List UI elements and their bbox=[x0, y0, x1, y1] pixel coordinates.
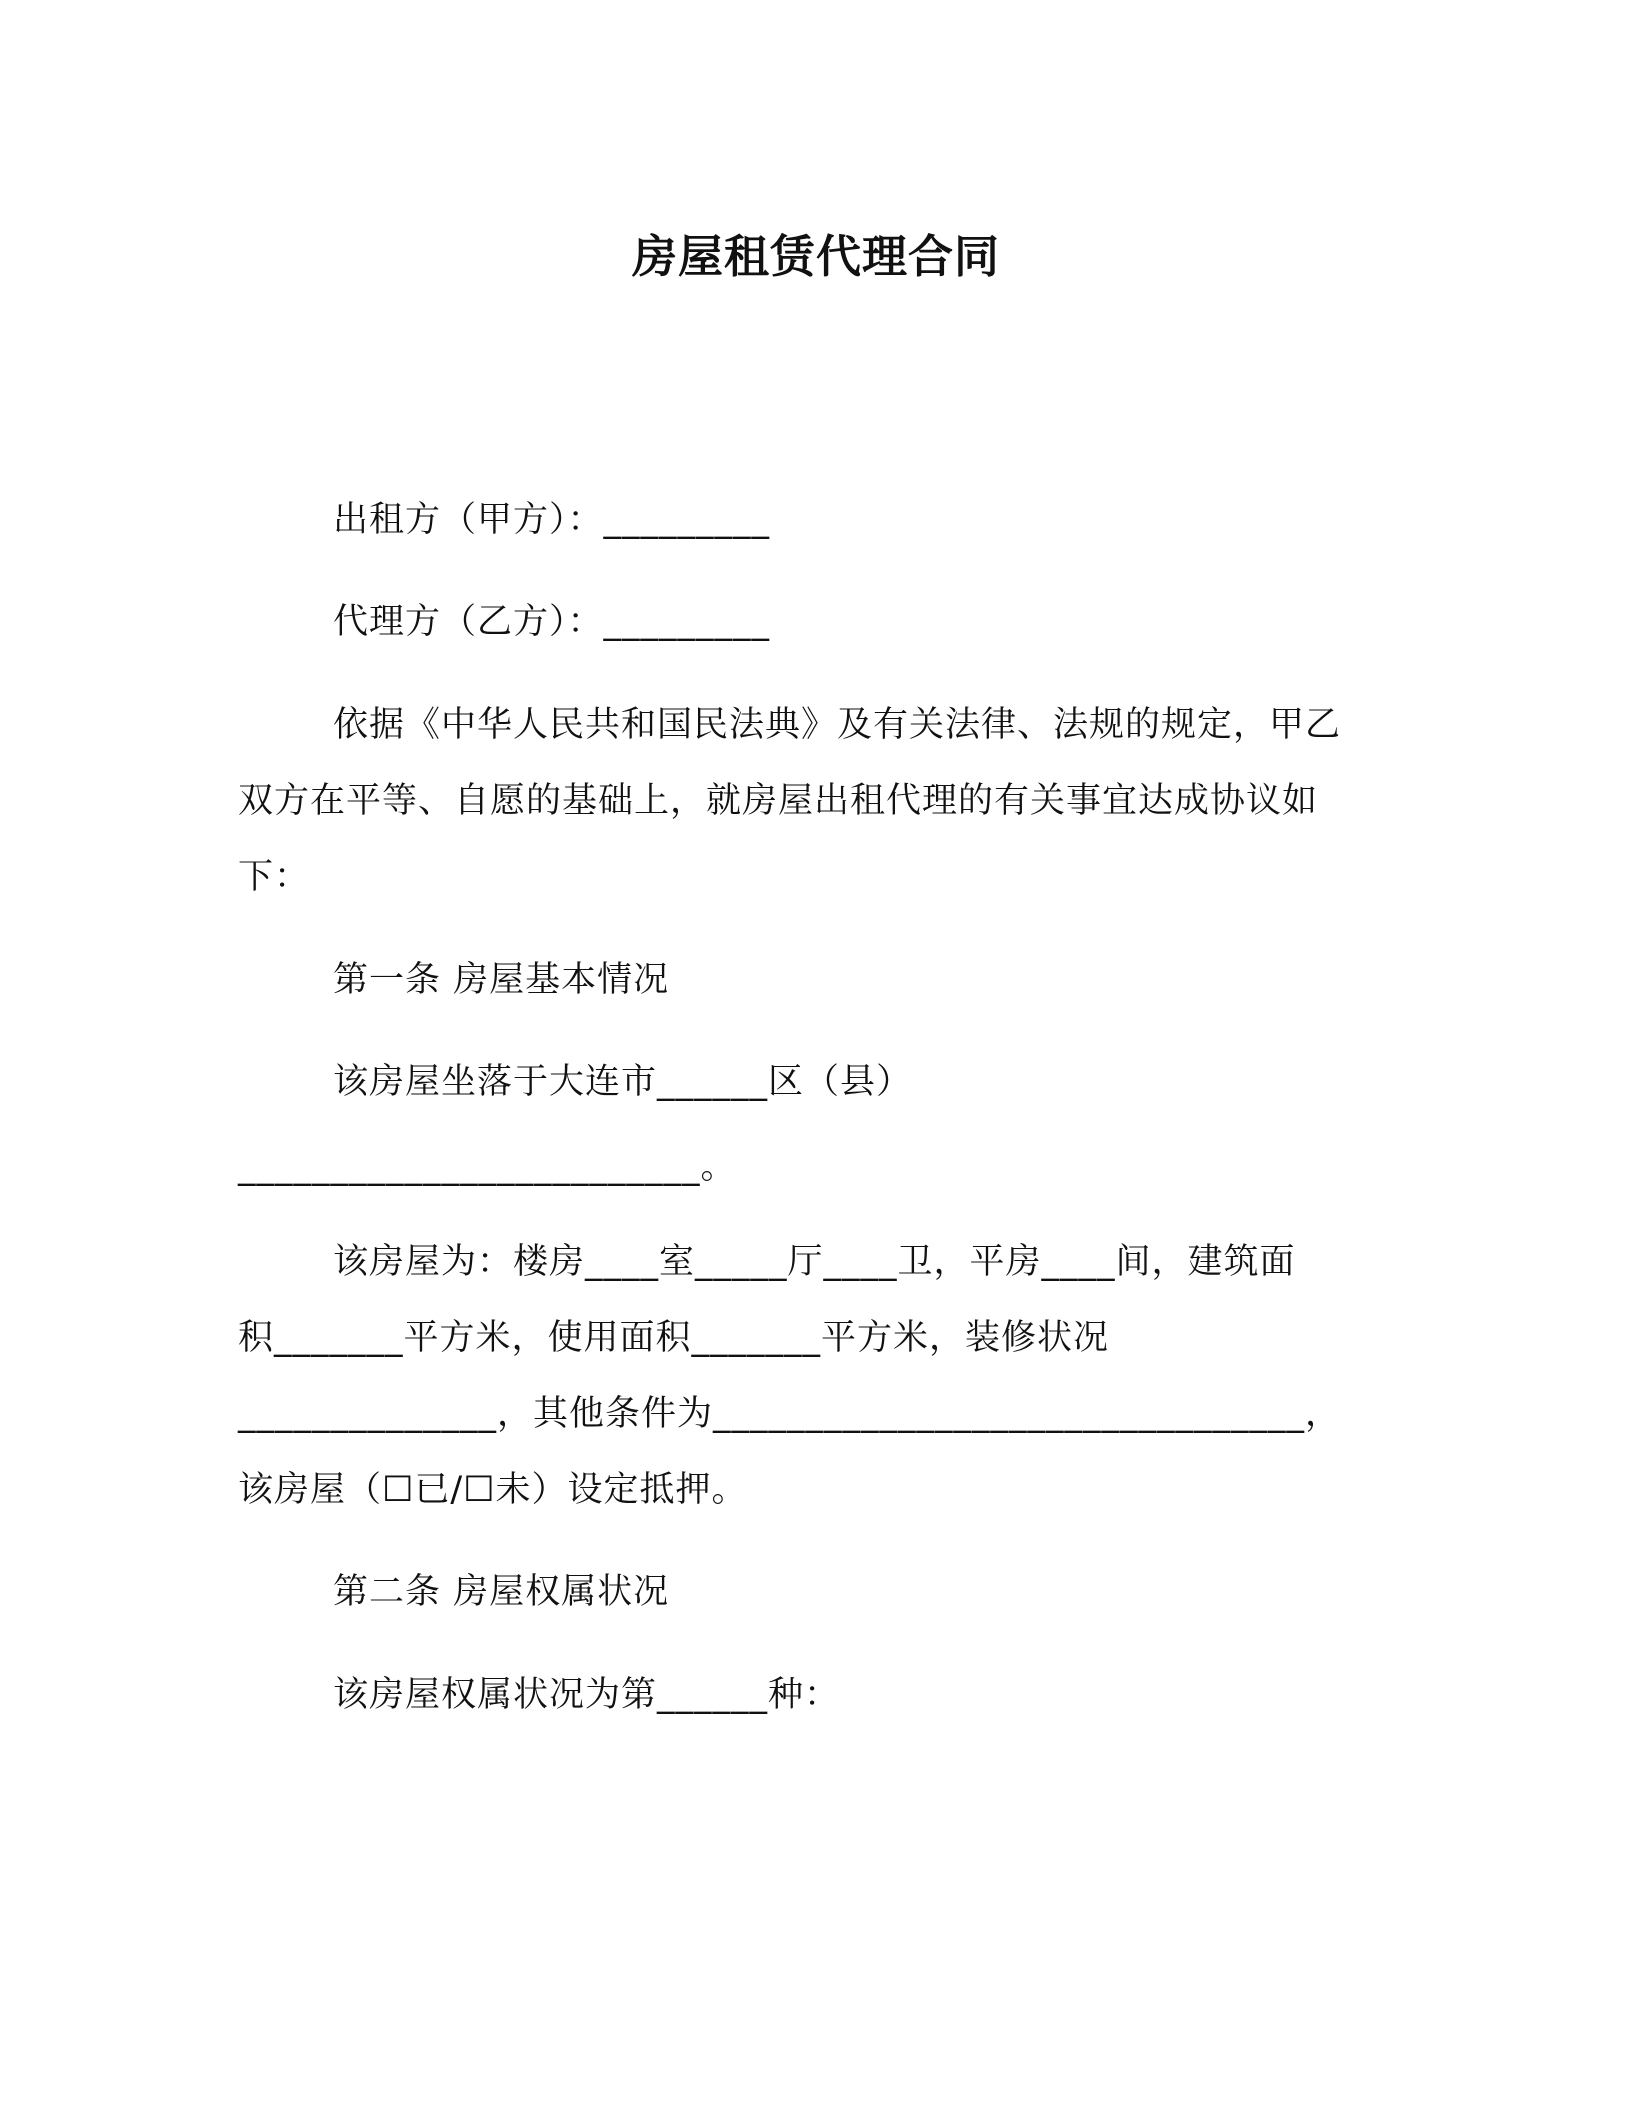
article-2-heading: 第二条 房屋权属状况 bbox=[333, 1572, 670, 1612]
location-line-2: _________________________。 bbox=[238, 1147, 737, 1187]
lessor-line: 出租方（甲方）：_________ bbox=[333, 500, 771, 540]
agent-line: 代理方（乙方）：_________ bbox=[333, 602, 771, 642]
preamble-line-1: 依据《中华人民共和国民法典》及有关法律、法规的规定，甲乙 bbox=[333, 705, 1342, 745]
preamble-line-3: 下： bbox=[238, 857, 311, 897]
house-description-line-3: ______________，其他条件为________________________________， bbox=[238, 1394, 1342, 1434]
article-1-heading: 第一条 房屋基本情况 bbox=[333, 960, 670, 1000]
ownership-line: 该房屋权属状况为第______种： bbox=[333, 1675, 841, 1715]
document-title: 房屋租赁代理合同 bbox=[631, 230, 1000, 283]
mortgage-line: 该房屋（☐已/☐未）设定抵押。 bbox=[238, 1470, 748, 1510]
location-line-1: 该房屋坐落于大连市______区（县） bbox=[333, 1062, 913, 1102]
house-description-line-1: 该房屋为：楼房____室_____厅____卫，平房____间，建筑面 bbox=[333, 1242, 1296, 1282]
preamble-line-2: 双方在平等、自愿的基础上，就房屋出租代理的有关事宜达成协议如 bbox=[238, 781, 1319, 821]
house-description-line-2: 积_______平方米，使用面积_______平方米，装修状况 bbox=[238, 1318, 1110, 1358]
